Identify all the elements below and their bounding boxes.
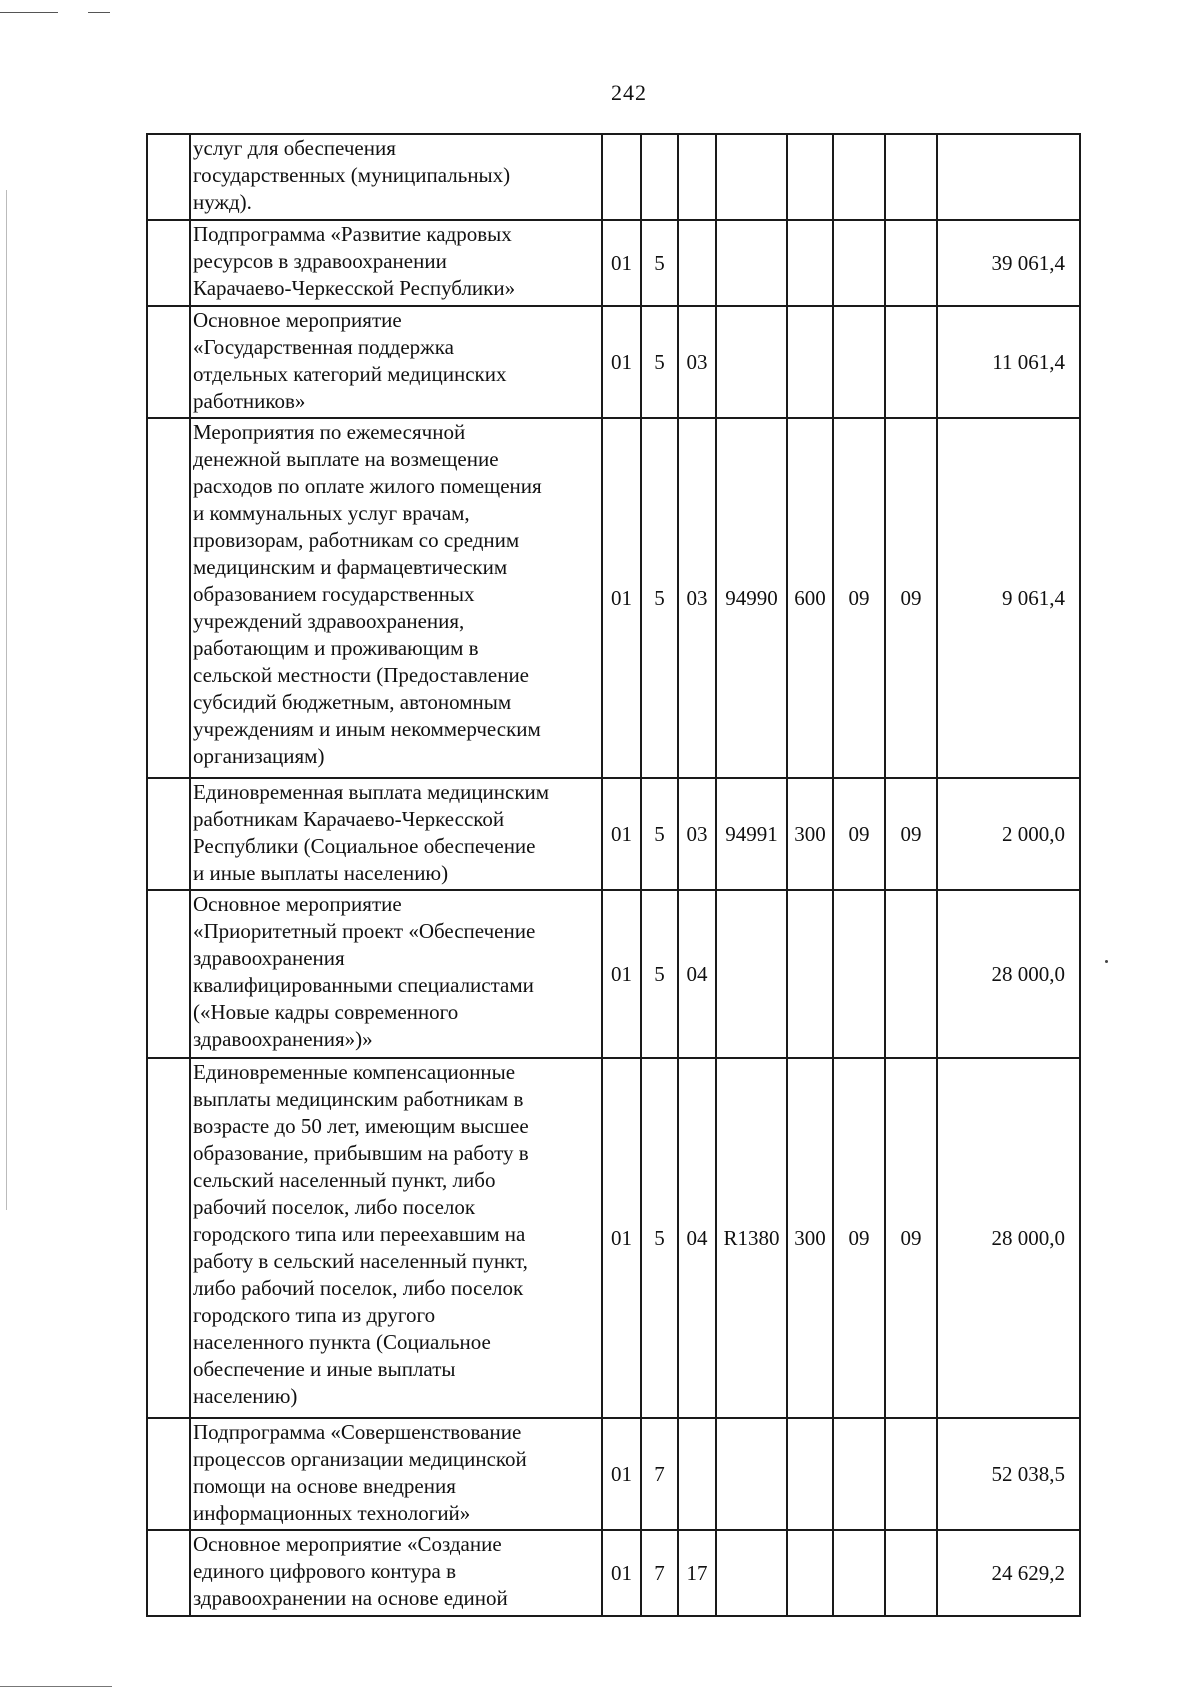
table-row — [147, 1530, 1080, 1616]
table-row — [147, 1418, 1080, 1530]
code-cell — [787, 134, 833, 220]
amount-cell: 39 061,4 — [937, 220, 1080, 306]
code-cell — [833, 306, 885, 418]
code-cell: 04 — [678, 890, 716, 1058]
row-number-cell — [147, 890, 190, 1058]
scan-artifact-dot — [1105, 960, 1108, 963]
code-cell: 300 — [787, 1058, 833, 1418]
row-number-cell — [147, 778, 190, 890]
item-name-cell: Подпрограмма «Совершенствование процессов организации медицинской помощи на основе внедрения информационных технологий» — [190, 1418, 602, 1530]
code-cell — [787, 1530, 833, 1616]
code-cell: 5 — [641, 890, 678, 1058]
scan-artifact-line — [0, 1686, 112, 1687]
table-row — [147, 306, 1080, 418]
code-cell: 09 — [885, 418, 937, 778]
amount-cell: 11 061,4 — [937, 306, 1080, 418]
amount-cell: 28 000,0 — [937, 1058, 1080, 1418]
item-name-cell: услуг для обеспечения государственных (муниципальных) нужд). — [190, 134, 602, 220]
item-name-cell: Основное мероприятие «Создание единого цифрового контура в здравоохранении на основе единой — [190, 1530, 602, 1616]
code-cell — [787, 220, 833, 306]
code-cell: 7 — [641, 1418, 678, 1530]
code-cell: 01 — [602, 306, 641, 418]
code-cell — [678, 1418, 716, 1530]
code-cell: 5 — [641, 1058, 678, 1418]
code-cell — [641, 134, 678, 220]
budget-table — [146, 133, 1081, 1617]
code-cell: 5 — [641, 306, 678, 418]
table-row — [147, 220, 1080, 306]
code-cell — [716, 220, 787, 306]
row-number-cell — [147, 134, 190, 220]
code-cell: 01 — [602, 778, 641, 890]
code-cell — [678, 134, 716, 220]
code-cell: 94991 — [716, 778, 787, 890]
code-cell: 09 — [833, 1058, 885, 1418]
code-cell: 01 — [602, 418, 641, 778]
item-name-cell: Основное мероприятие «Государственная поддержка отдельных категорий медицинских работников» — [190, 306, 602, 418]
code-cell: 5 — [641, 418, 678, 778]
row-number-cell — [147, 1418, 190, 1530]
code-cell: 03 — [678, 418, 716, 778]
code-cell — [716, 1530, 787, 1616]
code-cell: 17 — [678, 1530, 716, 1616]
table-row — [147, 1058, 1080, 1418]
row-number-cell — [147, 418, 190, 778]
table-row — [147, 418, 1080, 778]
code-cell — [678, 220, 716, 306]
code-cell — [833, 134, 885, 220]
code-cell — [716, 890, 787, 1058]
code-cell: 09 — [833, 778, 885, 890]
code-cell: 01 — [602, 890, 641, 1058]
item-name-cell: Единовременная выплата медицинским работникам Карачаево-Черкесской Республики (Социальное обеспечение и иные выплаты населению) — [190, 778, 602, 890]
code-cell: 09 — [833, 418, 885, 778]
code-cell: 09 — [885, 778, 937, 890]
row-number-cell — [147, 306, 190, 418]
amount-cell: 9 061,4 — [937, 418, 1080, 778]
item-name-cell: Подпрограмма «Развитие кадровых ресурсов в здравоохранении Карачаево-Черкесской Республики» — [190, 220, 602, 306]
code-cell — [787, 890, 833, 1058]
code-cell: 01 — [602, 220, 641, 306]
item-name-cell: Основное мероприятие «Приоритетный проект «Обеспечение здравоохранения квалифицированными специалистами («Новые кадры современного здравоохранения»)» — [190, 890, 602, 1058]
code-cell: 01 — [602, 1530, 641, 1616]
code-cell: R1380 — [716, 1058, 787, 1418]
code-cell — [833, 220, 885, 306]
code-cell — [885, 890, 937, 1058]
code-cell: 04 — [678, 1058, 716, 1418]
amount-cell: 52 038,5 — [937, 1418, 1080, 1530]
code-cell — [716, 134, 787, 220]
code-cell — [833, 1530, 885, 1616]
row-number-cell — [147, 1058, 190, 1418]
code-cell — [833, 1418, 885, 1530]
code-cell — [833, 890, 885, 1058]
code-cell: 7 — [641, 1530, 678, 1616]
code-cell: 600 — [787, 418, 833, 778]
table-row — [147, 778, 1080, 890]
code-cell: 300 — [787, 778, 833, 890]
code-cell: 03 — [678, 778, 716, 890]
scan-artifact-edge — [6, 190, 7, 1210]
scan-artifact-line — [0, 12, 58, 13]
row-number-cell — [147, 220, 190, 306]
code-cell — [885, 220, 937, 306]
code-cell: 5 — [641, 778, 678, 890]
amount-cell — [937, 134, 1080, 220]
code-cell: 03 — [678, 306, 716, 418]
code-cell — [716, 306, 787, 418]
code-cell: 94990 — [716, 418, 787, 778]
code-cell: 5 — [641, 220, 678, 306]
table-row — [147, 890, 1080, 1058]
code-cell — [885, 1418, 937, 1530]
code-cell — [885, 134, 937, 220]
scan-artifact-line — [88, 12, 110, 13]
code-cell: 01 — [602, 1058, 641, 1418]
page-number: 242 — [611, 80, 647, 105]
code-cell: 09 — [885, 1058, 937, 1418]
code-cell — [716, 1418, 787, 1530]
item-name-cell: Единовременные компенсационные выплаты медицинским работникам в возрасте до 50 лет, имеющим высшее образование, прибывшим на работу в сельский населенный пункт, либо рабочий поселок, либо поселок городского типа или переехавшим на работу в сельский населенный пункт, либо рабочий поселок, либо поселок городского типа из другого населенного пункта (Социальное обеспечение и иные выплаты населению) — [190, 1058, 602, 1418]
code-cell: 01 — [602, 1418, 641, 1530]
row-number-cell — [147, 1530, 190, 1616]
code-cell — [787, 1418, 833, 1530]
code-cell — [602, 134, 641, 220]
table-row — [147, 134, 1080, 220]
code-cell — [885, 1530, 937, 1616]
amount-cell: 24 629,2 — [937, 1530, 1080, 1616]
item-name-cell: Мероприятия по ежемесячной денежной выплате на возмещение расходов по оплате жилого помещения и коммунальных услуг врачам, провизорам, работникам со средним медицинским и фармацевтическим образованием государственных учреждений здравоохранения, работающим и проживающим в сельской местности (Предоставление субсидий бюджетным, автономным учреждениям и иным некоммерческим организациям) — [190, 418, 602, 778]
code-cell — [885, 306, 937, 418]
amount-cell: 2 000,0 — [937, 778, 1080, 890]
code-cell — [787, 306, 833, 418]
amount-cell: 28 000,0 — [937, 890, 1080, 1058]
